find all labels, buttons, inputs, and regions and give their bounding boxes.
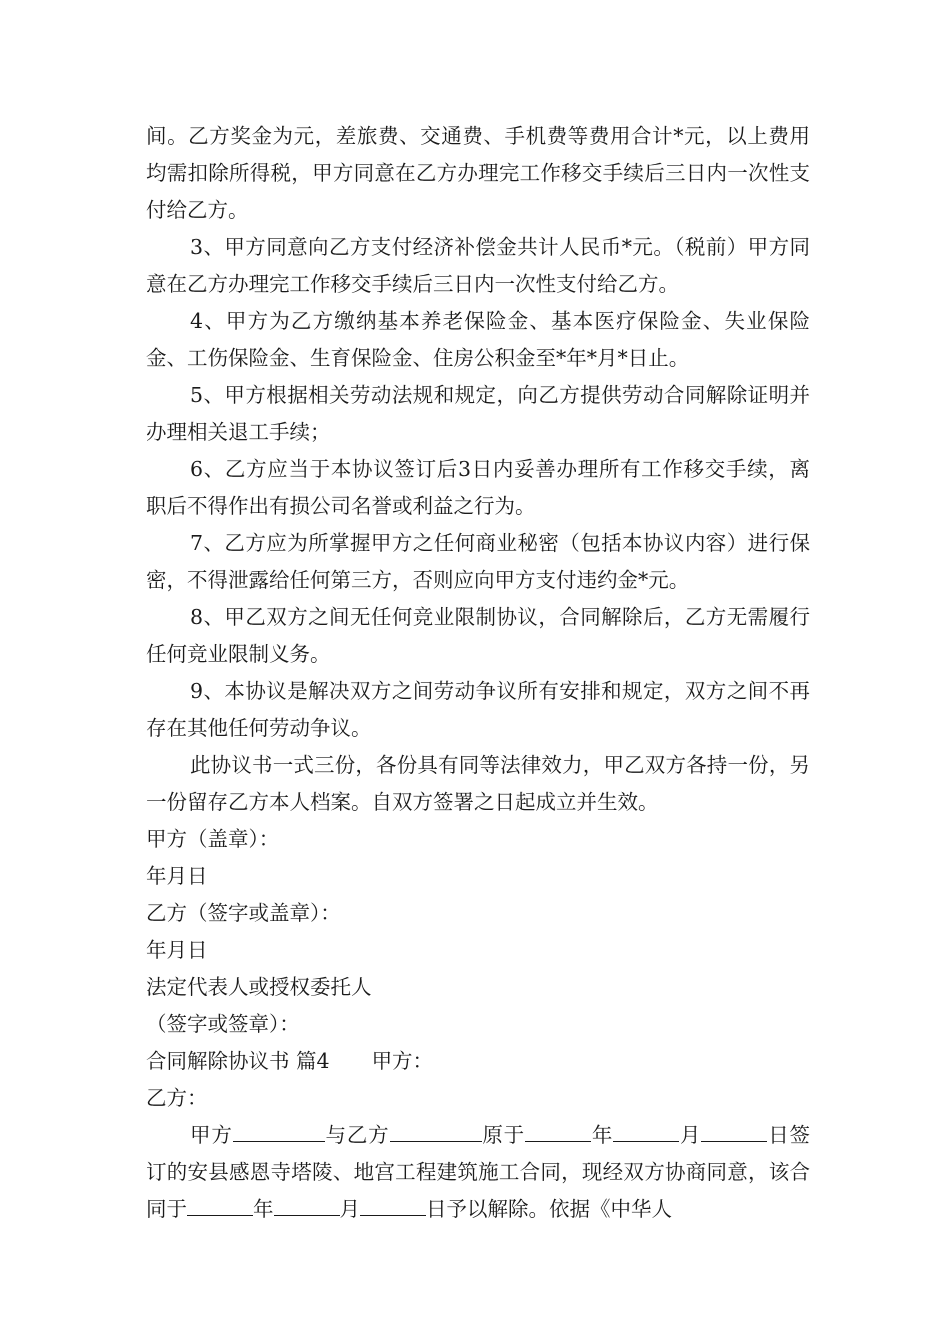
clause-8: 8、甲乙双方之间无任何竞业限制协议，合同解除后，乙方无需履行任何竞业限制义务。 xyxy=(146,605,810,666)
signature-representative-sign: （签字或签章）： xyxy=(146,1012,300,1036)
body-text: 年 xyxy=(253,1197,274,1221)
fill-blank-month xyxy=(613,1117,679,1142)
clause-3: 3、甲方同意向乙方支付经济补偿金共计人民币*元。（税前）甲方同意在乙方办理完工作移交手续后三日内一次性支付给乙方。 xyxy=(146,235,810,296)
fill-blank-party-a xyxy=(233,1117,325,1142)
document-page xyxy=(146,118,810,1228)
body-text: 日签订的安县感恩寺塔陵、地宫工程建筑施工合同，现经双方协商同意，该合同于 xyxy=(146,1123,811,1221)
body-text: 与乙方 xyxy=(324,1123,390,1147)
body-text: 甲方 xyxy=(190,1123,233,1147)
closing-paragraph: 此协议书一式三份，各份具有同等法律效力，甲乙双方各持一份，另一份留存乙方本人档案。自双方签署之日起成立并生效。 xyxy=(146,753,810,814)
fill-blank-day xyxy=(701,1117,767,1142)
signature-date-b: 年月日 xyxy=(146,938,208,962)
body-text: 日予以解除。依据《中华人 xyxy=(426,1197,672,1221)
body-paragraph xyxy=(146,1117,810,1228)
clause-9: 9、本协议是解决双方之间劳动争议所有安排和规定，双方之间不再存在其他任何劳动争议。 xyxy=(146,679,810,740)
clause-4: 4、甲方为乙方缴纳基本养老保险金、基本医疗保险金、失业保险金、工伤保险金、生育保险金、住房公积金至*年*月*日止。 xyxy=(146,309,810,370)
signature-representative: 法定代表人或授权委托人 xyxy=(146,975,372,999)
body-text: 原于 xyxy=(481,1123,526,1147)
signature-party-b: 乙方（签字或盖章）： xyxy=(146,901,341,925)
paragraph-continuation: 间。乙方奖金为元，差旅费、交通费、手机费等费用合计*元，以上费用均需扣除所得税，甲方同意在乙方办理完工作移交手续后三日内一次性支付给乙方。 xyxy=(146,124,810,222)
fill-blank-year xyxy=(525,1117,591,1142)
section-heading-line xyxy=(146,1043,810,1080)
section-party-b: 乙方： xyxy=(146,1086,208,1110)
fill-blank-month-2 xyxy=(274,1191,340,1216)
signature-party-a: 甲方（盖章）： xyxy=(146,827,280,851)
section-party-a: 甲方： xyxy=(371,1049,434,1073)
body-text: 月 xyxy=(679,1123,702,1147)
fill-blank-year-2 xyxy=(187,1191,253,1216)
clause-6: 6、乙方应当于本协议签订后3日内妥善办理所有工作移交手续，离职后不得作出有损公司名誉或利益之行为。 xyxy=(146,457,810,518)
fill-blank-day-2 xyxy=(360,1191,426,1216)
fill-blank-party-b xyxy=(390,1117,482,1142)
body-text: 年 xyxy=(591,1123,614,1147)
signature-date-a: 年月日 xyxy=(146,864,208,888)
clause-7: 7、乙方应为所掌握甲方之任何商业秘密（包括本协议内容）进行保密，不得泄露给任何第三方，否则应向甲方支付违约金*元。 xyxy=(146,531,810,592)
body-text: 月 xyxy=(339,1197,360,1221)
clause-5: 5、甲方根据相关劳动法规和规定，向乙方提供劳动合同解除证明并办理相关退工手续； xyxy=(146,383,810,444)
section-title: 合同解除协议书 篇4 xyxy=(146,1049,330,1073)
